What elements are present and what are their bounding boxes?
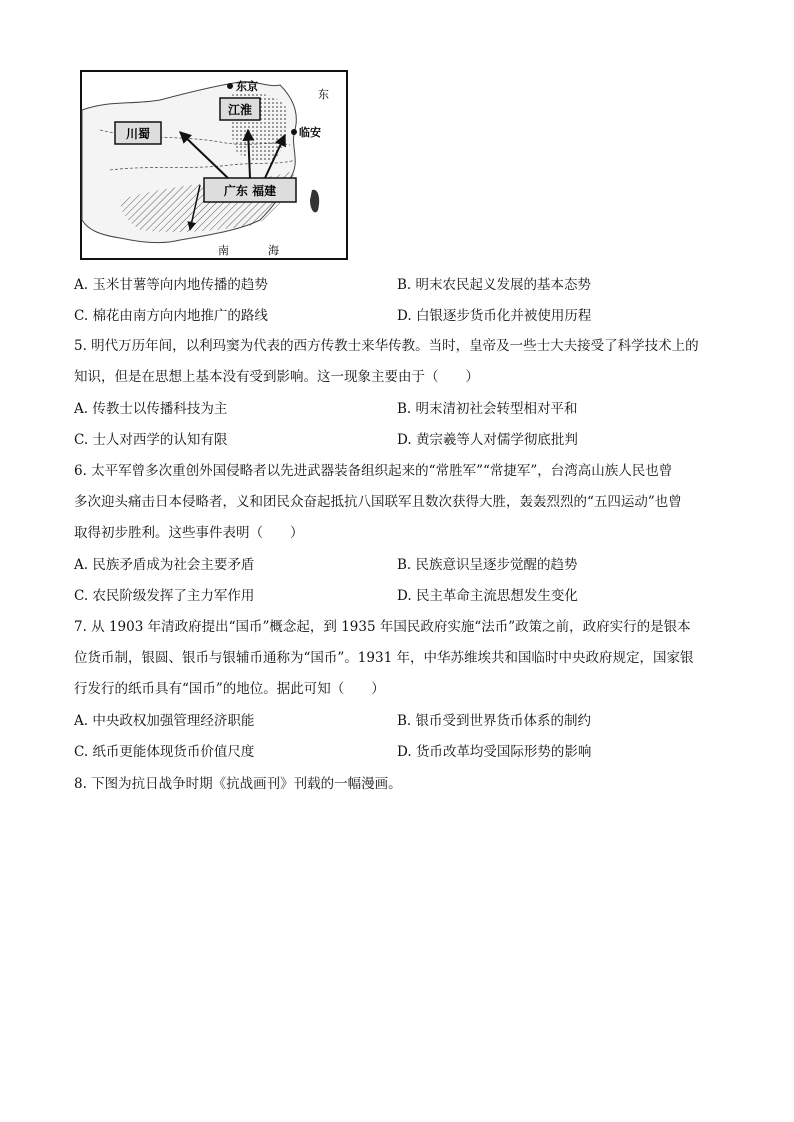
option-letter: D. — [397, 308, 412, 324]
option-text: 中央政权加强管理经济职能 — [92, 713, 255, 729]
option-text: 纸币更能体现货币价值尺度 — [92, 744, 255, 760]
option-text: 白银逐步货币化并被使用历程 — [415, 308, 592, 324]
option-text: 棉花由南方向内地推广的路线 — [92, 308, 268, 324]
q6-options-row-2 — [74, 587, 724, 605]
q5-option-c[interactable] — [74, 431, 227, 449]
option-letter: A. — [74, 401, 89, 417]
q6-option-a[interactable] — [74, 556, 254, 574]
label-guangdong-fujian: 广东 福建 — [223, 184, 277, 198]
option-letter: C. — [74, 588, 89, 604]
q6-options-row-1 — [74, 556, 724, 574]
option-text: 传教士以传播科技为主 — [92, 401, 228, 417]
option-letter: A. — [74, 713, 89, 729]
q7-option-c[interactable] — [74, 743, 254, 761]
label-dong: 东 — [318, 88, 329, 101]
q4-options-row-1 — [74, 276, 724, 294]
map-figure — [80, 70, 348, 260]
q7-options-row-1 — [74, 712, 724, 730]
q6-line-1: 6. 太平军曾多次重创外国侵略者以先进武器装备组织起来的“常胜军”“常捷军”，台湾高山族人民也曾 — [74, 463, 673, 479]
option-text: 士人对西学的认知有限 — [92, 432, 228, 448]
option-text: 玉米甘薯等向内地传播的趋势 — [92, 277, 268, 293]
q4-options-row-2 — [74, 307, 724, 325]
option-letter: D. — [397, 588, 412, 604]
option-text: 民族意识呈逐步觉醒的趋势 — [415, 557, 578, 573]
q7-option-a[interactable] — [74, 712, 254, 730]
q7-option-b[interactable] — [397, 712, 591, 730]
option-letter: A. — [74, 277, 89, 293]
label-chuanshu: 川蜀 — [125, 127, 151, 141]
option-text: 明末农民起义发展的基本态势 — [415, 277, 592, 293]
option-letter: C. — [74, 432, 89, 448]
option-text: 民主革命主流思想发生变化 — [415, 588, 578, 604]
label-dongjing: 东京 — [236, 80, 258, 93]
q6-option-d[interactable] — [397, 587, 578, 605]
q6-stem — [74, 456, 724, 549]
q7-line-3: 行发行的纸币具有“国币”的地位。据此可知（ ） — [74, 681, 385, 697]
q6-option-b[interactable] — [397, 556, 578, 574]
q5-stem — [74, 331, 724, 393]
q7-option-d[interactable] — [397, 743, 591, 761]
option-letter: A. — [74, 557, 89, 573]
option-text: 明末清初社会转型相对平和 — [415, 401, 578, 417]
label-nan: 南 — [218, 244, 229, 257]
q4-option-b[interactable] — [397, 276, 591, 294]
q6-option-c[interactable] — [74, 587, 254, 605]
option-text: 黄宗羲等人对儒学彻底批判 — [415, 432, 578, 448]
q6-line-2: 多次迎头痛击日本侵略者，义和团民众奋起抵抗八国联军且数次获得大胜，轰轰烈烈的“五四运动”也曾 — [74, 494, 682, 510]
option-letter: B. — [397, 277, 412, 293]
q7-stem — [74, 612, 724, 705]
option-letter: C. — [74, 308, 89, 324]
option-text: 民族矛盾成为社会主要矛盾 — [92, 557, 255, 573]
q4-option-d[interactable] — [397, 307, 591, 325]
q4-option-c[interactable] — [74, 307, 268, 325]
q5-options-row-2 — [74, 431, 724, 449]
q8-stem: 8. 下图为抗日战争时期《抗战画刊》刊载的一幅漫画。 — [74, 776, 402, 792]
option-letter: C. — [74, 744, 89, 760]
q5-line-2: 知识，但是在思想上基本没有受到影响。这一现象主要由于（ ） — [74, 369, 479, 385]
q7-options-row-2 — [74, 743, 724, 761]
option-text: 银币受到世界货币体系的制约 — [415, 713, 592, 729]
label-hai: 海 — [268, 244, 279, 257]
q5-option-d[interactable] — [397, 431, 578, 449]
option-text: 货币改革均受国际形势的影响 — [415, 744, 592, 760]
option-letter: B. — [397, 557, 412, 573]
label-linan: 临安 — [299, 126, 321, 139]
q7-line-2: 位货币制，银圆、银币与银辅币通称为“国币”。1931 年，中华苏维埃共和国临时中央政府规定，国家银 — [74, 650, 694, 666]
q5-option-b[interactable] — [397, 400, 578, 418]
option-text: 农民阶级发挥了主力军作用 — [92, 588, 255, 604]
historical-map — [80, 70, 348, 260]
label-jianghuai: 江淮 — [227, 103, 253, 117]
option-letter: D. — [397, 432, 412, 448]
option-letter: D. — [397, 744, 412, 760]
q5-options-row-1 — [74, 400, 724, 418]
option-letter: B. — [397, 713, 412, 729]
q6-line-3: 取得初步胜利。这些事件表明（ ） — [74, 525, 304, 541]
q5-line-1: 5. 明代万历年间，以利玛窦为代表的西方传教士来华传教。当时，皇帝及一些士大夫接受了科学技术上的 — [74, 338, 699, 354]
q4-option-a[interactable] — [74, 276, 268, 294]
q5-option-a[interactable] — [74, 400, 227, 418]
q7-line-1: 7. 从 1903 年清政府提出“国币”概念起，到 1935 年国民政府实施“法币”政策之前，政府实行的是银本 — [74, 619, 691, 635]
option-letter: B. — [397, 401, 412, 417]
